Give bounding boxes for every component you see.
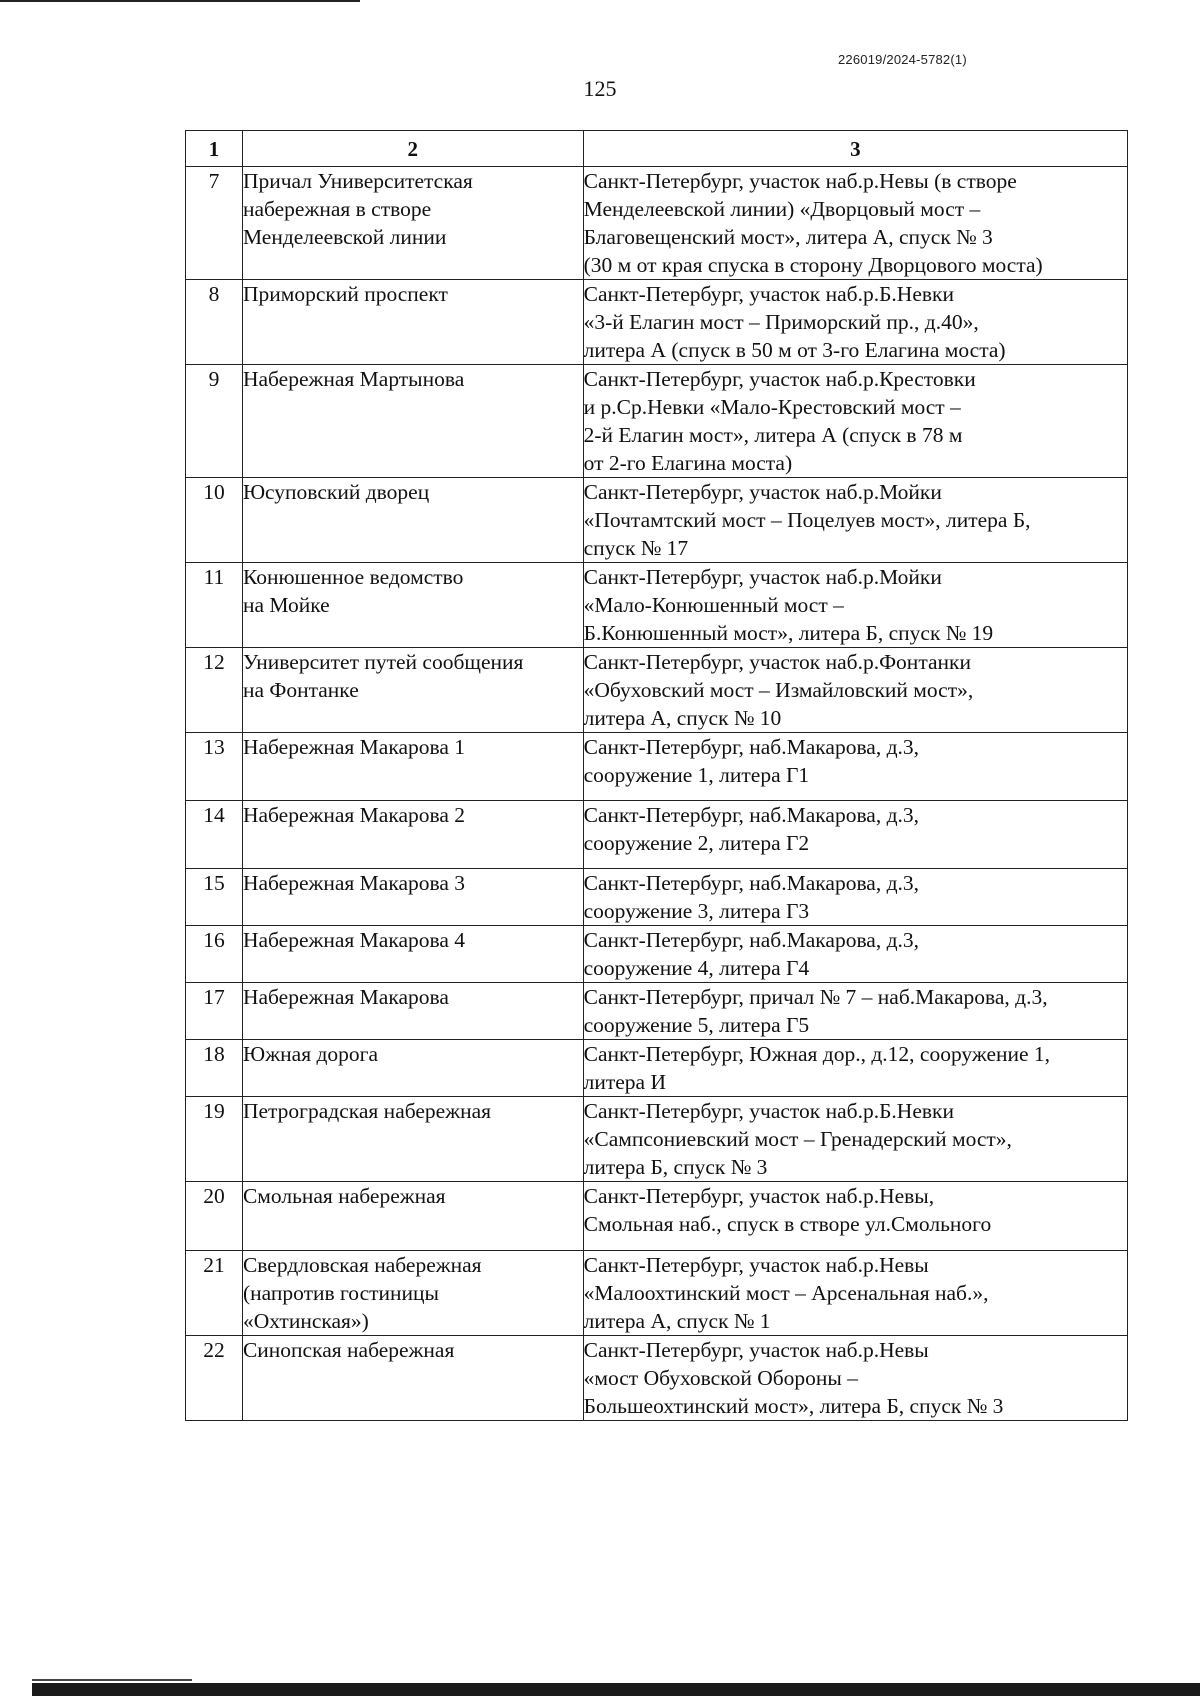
- row-number: 20: [186, 1182, 243, 1251]
- location-name-cell: [242, 869, 583, 926]
- table-body: [186, 167, 1128, 1421]
- location-name: Набережная Макарова 4: [242, 928, 466, 952]
- row-number: 21: [186, 1251, 243, 1336]
- table-row: [186, 1040, 1128, 1097]
- location-name-cell: [242, 280, 583, 365]
- table-row: [186, 280, 1128, 365]
- column-header-address: 3: [583, 131, 1127, 167]
- location-address-cell: [583, 733, 1127, 801]
- row-number: 9: [186, 365, 243, 478]
- table-row: [186, 733, 1128, 801]
- location-address: Санкт-Петербург, участок наб.р.Мойки «Мало-Конюшенный мост – Б.Конюшенный мост», литера Б, спуск № 19: [583, 565, 994, 645]
- scan-edge-bar: [32, 1683, 1200, 1696]
- location-address-cell: [583, 478, 1127, 563]
- location-name: Синопская набережная: [242, 1338, 455, 1362]
- location-name-cell: [242, 1336, 583, 1421]
- row-number: 10: [186, 478, 243, 563]
- location-name: Юсуповский дворец: [242, 480, 430, 504]
- table-row: [186, 365, 1128, 478]
- page-number: 125: [583, 76, 617, 101]
- table-row: [186, 1336, 1128, 1421]
- location-name: Южная дорога: [242, 1042, 379, 1066]
- location-address: Санкт-Петербург, Южная дор., д.12, сооружение 1, литера И: [583, 1042, 1051, 1094]
- row-number: 7: [186, 167, 243, 280]
- location-name: Университет путей сообщения на Фонтанке: [242, 650, 524, 702]
- location-name-cell: [242, 983, 583, 1040]
- table-row: [186, 869, 1128, 926]
- location-name: Свердловская набережная (напротив гостиницы «Охтинская»): [242, 1253, 482, 1333]
- column-header-name: 2: [242, 131, 583, 167]
- row-number: 18: [186, 1040, 243, 1097]
- location-name-cell: [242, 801, 583, 869]
- location-name: Набережная Макарова 1: [242, 735, 466, 759]
- location-name-cell: [242, 478, 583, 563]
- location-name: Набережная Макарова: [242, 985, 449, 1009]
- row-number: 22: [186, 1336, 243, 1421]
- location-address: Санкт-Петербург, участок наб.р.Невы, Смольная наб., спуск в створе ул.Смольного: [583, 1184, 992, 1236]
- location-address: Санкт-Петербург, причал № 7 – наб.Макарова, д.3, сооружение 5, литера Г5: [583, 985, 1048, 1037]
- row-number: 14: [186, 801, 243, 869]
- location-name-cell: [242, 1040, 583, 1097]
- location-address: Санкт-Петербург, участок наб.р.Мойки «Почтамтский мост – Поцелуев мост», литера Б, спуск № 17: [583, 480, 1031, 560]
- row-number: 17: [186, 983, 243, 1040]
- table-row: [186, 167, 1128, 280]
- location-name-cell: [242, 926, 583, 983]
- location-address-cell: [583, 1097, 1127, 1182]
- location-address-cell: [583, 280, 1127, 365]
- location-name-cell: [242, 1182, 583, 1251]
- row-number: 13: [186, 733, 243, 801]
- row-number: 15: [186, 869, 243, 926]
- table-row: [186, 563, 1128, 648]
- location-name: Конюшенное ведомство на Мойке: [242, 565, 464, 617]
- table-row: [186, 1097, 1128, 1182]
- row-number: 16: [186, 926, 243, 983]
- table-row: [186, 478, 1128, 563]
- row-number: 12: [186, 648, 243, 733]
- location-address-cell: [583, 563, 1127, 648]
- row-number: 11: [186, 563, 243, 648]
- location-name: Причал Университетская набережная в створе Менделеевской линии: [242, 169, 473, 249]
- row-number: 8: [186, 280, 243, 365]
- location-address-cell: [583, 983, 1127, 1040]
- location-address-cell: [583, 167, 1127, 280]
- location-address-cell: [583, 1182, 1127, 1251]
- location-name: Петроградская набережная: [242, 1099, 492, 1123]
- document-id: 226019/2024-5782(1): [838, 52, 967, 67]
- location-address-cell: [583, 365, 1127, 478]
- locations-table: [185, 130, 1128, 1421]
- location-address-cell: [583, 801, 1127, 869]
- scan-edge-line: [32, 1679, 192, 1681]
- location-name-cell: [242, 733, 583, 801]
- location-name-cell: [242, 648, 583, 733]
- location-address: Санкт-Петербург, участок наб.р.Б.Невки «Сампсониевский мост – Гренадерский мост», литера Б, спуск № 3: [583, 1099, 1012, 1179]
- location-name-cell: [242, 167, 583, 280]
- location-address-cell: [583, 1251, 1127, 1336]
- table-row: [186, 1251, 1128, 1336]
- location-name-cell: [242, 1097, 583, 1182]
- table-row: [186, 801, 1128, 869]
- location-address-cell: [583, 869, 1127, 926]
- location-address: Санкт-Петербург, участок наб.р.Крестовки и р.Ср.Невки «Мало-Крестовский мост – 2-й Елагин мост», литера А (спуск в 78 м от 2-го Елагина моста): [583, 367, 976, 475]
- location-address: Санкт-Петербург, участок наб.р.Фонтанки «Обуховский мост – Измайловский мост», литера А, спуск № 10: [583, 650, 974, 730]
- location-name-cell: [242, 563, 583, 648]
- location-address: Санкт-Петербург, наб.Макарова, д.3, сооружение 2, литера Г2: [583, 803, 920, 855]
- scan-edge-line: [0, 0, 360, 2]
- location-name-cell: [242, 1251, 583, 1336]
- location-address-cell: [583, 1336, 1127, 1421]
- location-name: Набережная Макарова 2: [242, 803, 466, 827]
- location-address-cell: [583, 926, 1127, 983]
- table-header-row: [186, 131, 1128, 167]
- location-address: Санкт-Петербург, наб.Макарова, д.3, сооружение 4, литера Г4: [583, 928, 920, 980]
- location-name: Приморский проспект: [242, 282, 448, 306]
- location-address: Санкт-Петербург, наб.Макарова, д.3, сооружение 3, литера Г3: [583, 871, 920, 923]
- row-number: 19: [186, 1097, 243, 1182]
- location-address: Санкт-Петербург, участок наб.р.Б.Невки «3-й Елагин мост – Приморский пр., д.40», литера А (спуск в 50 м от 3-го Елагина моста): [583, 282, 1006, 362]
- location-name: Смольная набережная: [242, 1184, 446, 1208]
- location-name-cell: [242, 365, 583, 478]
- location-name: Набережная Мартынова: [242, 367, 465, 391]
- column-header-number: 1: [186, 131, 243, 167]
- table-row: [186, 648, 1128, 733]
- location-address: Санкт-Петербург, участок наб.р.Невы «Малоохтинский мост – Арсенальная наб.», литера А, спуск № 1: [583, 1253, 989, 1333]
- table-row: [186, 926, 1128, 983]
- location-address-cell: [583, 1040, 1127, 1097]
- table-row: [186, 1182, 1128, 1251]
- table-row: [186, 983, 1128, 1040]
- location-name: Набережная Макарова 3: [242, 871, 466, 895]
- location-address: Санкт-Петербург, участок наб.р.Невы «мост Обуховской Обороны – Большеохтинский мост», литера Б, спуск № 3: [583, 1338, 1004, 1418]
- location-address: Санкт-Петербург, наб.Макарова, д.3, сооружение 1, литера Г1: [583, 735, 920, 787]
- location-address-cell: [583, 648, 1127, 733]
- location-address: Санкт-Петербург, участок наб.р.Невы (в створе Менделеевской линии) «Дворцовый мост – Благовещенский мост», литера А, спуск № 3 (30 м от края спуска в сторону Дворцового моста): [583, 169, 1043, 277]
